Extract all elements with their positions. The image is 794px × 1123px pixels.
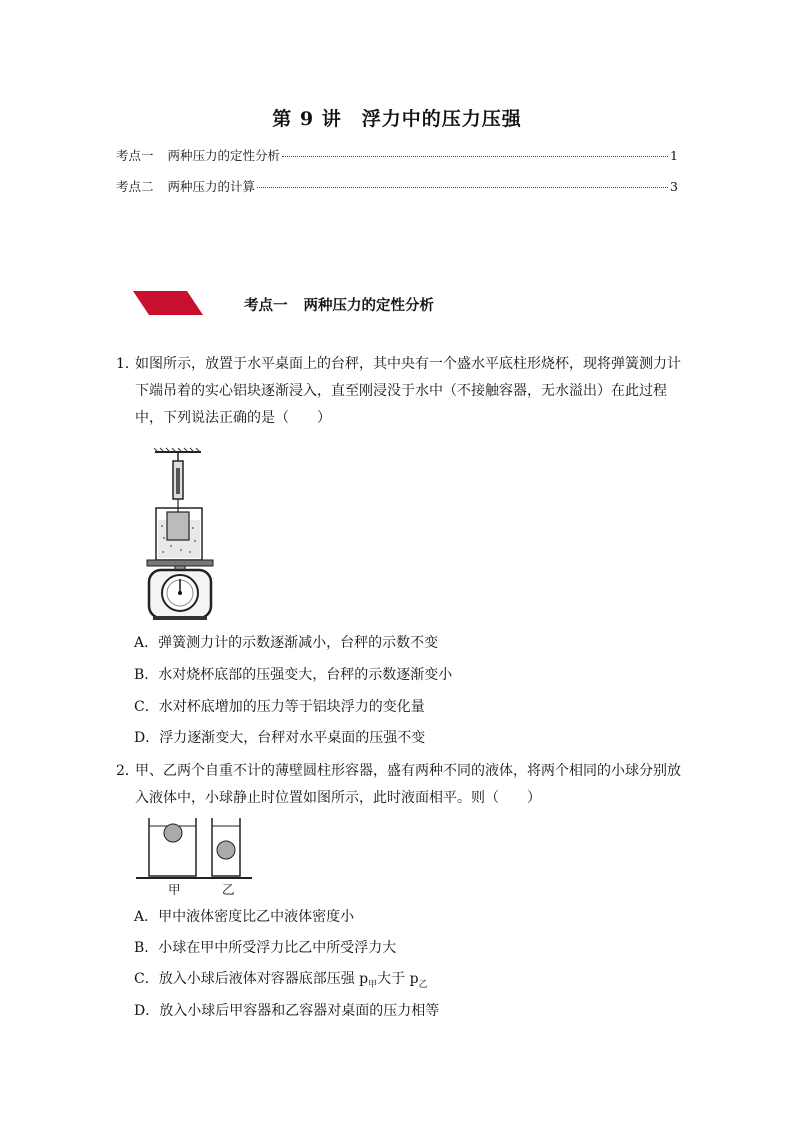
toc-entry-text: 两种压力的计算 — [167, 179, 256, 194]
toc-entry-number: 考点一 — [116, 148, 154, 163]
question-2 — [116, 758, 686, 812]
q2-option-c[interactable] — [134, 968, 428, 990]
q2-option-c-sub-yi: 乙 — [418, 979, 428, 990]
section-banner-icon — [133, 291, 203, 315]
question-text: 甲、乙两个自重不计的薄壁圆柱形容器，盛有两种不同的液体，将两个相同的小球分别放入液体中，小球静止时位置如图所示，此时液面相平。则（ ） — [135, 763, 681, 806]
toc-entry-number: 考点二 — [116, 179, 154, 194]
q2-option-c-sub-jia: 甲 — [368, 979, 378, 990]
q1-option-c[interactable]: C．水对杯底增加的压力等于铝块浮力的变化量 — [134, 699, 425, 715]
toc-entry-2[interactable] — [116, 177, 678, 195]
q1-option-a[interactable]: A．弹簧测力计的示数逐渐减小，台秤的示数不变 — [134, 635, 439, 651]
q2-option-d[interactable]: D．放入小球后甲容器和乙容器对桌面的压力相等 — [134, 1003, 440, 1019]
q2-option-c-text-1: C．放入小球后液体对容器底部压强 p — [134, 971, 369, 987]
section-heading-text: 两种压力的定性分析 — [303, 297, 434, 314]
toc-entry-1[interactable] — [116, 146, 678, 164]
toc-entry-page: 1 — [670, 148, 678, 163]
toc-leader-dots — [257, 187, 668, 188]
q2-option-c-text-2: 大于 p — [377, 971, 419, 987]
toc-entry-text: 两种压力的定性分析 — [167, 148, 281, 163]
q1-option-d[interactable]: D．浮力逐渐变大，台秤对水平桌面的压强不变 — [134, 730, 426, 746]
question-1 — [116, 351, 686, 432]
q2-option-b[interactable]: B．小球在甲中所受浮力比乙中所受浮力大 — [134, 940, 397, 956]
question-number: 2． — [116, 763, 139, 779]
two-containers-figure — [136, 812, 252, 898]
container-label-yi: 乙 — [222, 882, 235, 897]
q1-option-b[interactable]: B．水对烧杯底部的压强变大，台秤的示数逐渐变小 — [134, 667, 453, 683]
q2-option-a[interactable]: A．甲中液体密度比乙中液体密度小 — [134, 909, 355, 925]
question-text: 如图所示，放置于水平桌面上的台秤，其中央有一个盛水平底柱形烧杯，现将弹簧测力计下端吊着的实心铝块逐渐浸入，直至刚浸没于水中（不接触容器，无水溢出）在此过程中，下列说法正确的是（ ） — [135, 356, 681, 426]
section-heading — [244, 294, 434, 315]
toc-entry-page: 3 — [670, 179, 678, 194]
toc-leader-dots — [282, 156, 668, 157]
page-title: 第 9 讲 浮力中的压力压强 — [272, 108, 522, 130]
spring-scale-balance-figure — [133, 446, 237, 622]
question-number: 1． — [116, 356, 139, 372]
section-heading-number: 考点一 — [244, 297, 288, 314]
container-label-jia: 甲 — [168, 882, 181, 897]
